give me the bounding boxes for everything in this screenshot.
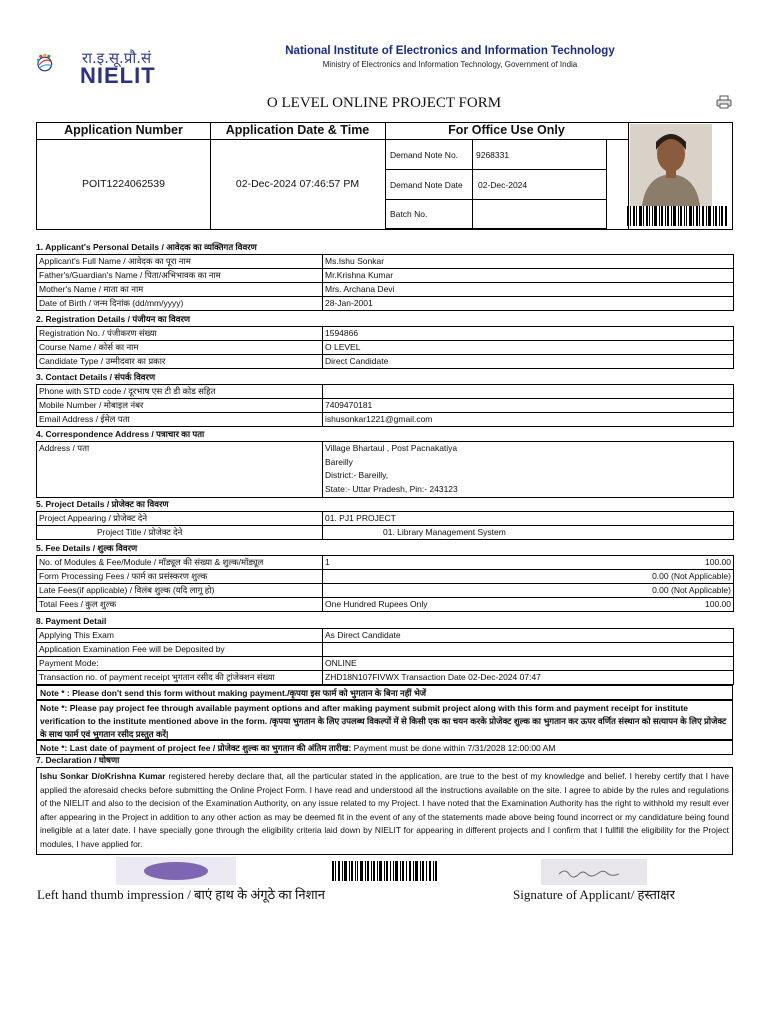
row-label: Mobile Number / मोबाइल नंबर — [37, 399, 323, 413]
declaration-body: registered hereby declare that, all the particular stated in the application, are true to the best of my knowledge and belief. I hereby certify that I have applied the aforesaid checks before submitting the Online Project Form. I have read and understood all the instructions available on the site. I agree to abide by the rules and regulations of the NIELIT and also to the decision of the Examination Authority, on any issue related to my Project. I have noted that the Examination Authority has the right to withhold my result ever after appearing in the Project in addition to any other action as may be deemed fit in the event of any of the statements made above being found incorrect or my candidature being found ineligible at a later date. I have specially gone through the eligibility criteria laid down by NIELIT for appearing in different projects and I confirm that I fullfill the eligibility for the Project modules, I have applied for. — [40, 771, 729, 849]
application-number-value: POIT1224062539 — [82, 178, 165, 190]
row-value: 1594866 — [323, 327, 734, 341]
declarant-name: Ishu Sonkar D/oKrishna Kumar — [40, 771, 166, 781]
row-value: Mr.Krishna Kumar — [323, 269, 734, 283]
address-line: Bareilly — [325, 456, 353, 467]
row-value — [323, 643, 734, 657]
table-row — [37, 526, 734, 540]
table-row — [37, 385, 734, 399]
row-label: Applicant's Full Name / आवेदक का पूरा नाम — [37, 255, 323, 269]
registration-details-section — [36, 313, 733, 369]
address-line: District:- Bareilly, — [325, 470, 389, 480]
thumb-impression-image — [116, 857, 236, 885]
signature-image — [541, 859, 647, 885]
footer-barcode — [332, 861, 438, 881]
row-label: Transaction no. of payment receipt भुगतान रसीद की ट्रांजेक्शन संख्या — [37, 671, 323, 685]
row-value: O LEVEL — [323, 341, 734, 355]
org-name: National Institute of Electronics and Information Technology — [285, 45, 615, 57]
logo-hindi-text: रा.इ.सू.प्रौ.सं — [82, 49, 152, 67]
note-last-date — [36, 740, 733, 755]
row-label: Date of Birth / जन्म दिनांक (dd/mm/yyyy) — [37, 297, 323, 311]
row-value: Direct Candidate — [323, 355, 734, 369]
row-label: Course Name / कोर्स का नाम — [37, 341, 323, 355]
row-label: Form Processing Fees / फार्म का प्रसंस्करण शुल्क — [37, 570, 323, 584]
row-label: Phone with STD code / दूरभाष एस टी डी कोड सहित — [37, 385, 323, 399]
form-title: O LEVEL ONLINE PROJECT FORM — [266, 95, 502, 111]
table-row — [37, 657, 734, 671]
demand-note-no-label: Demand Note No. — [390, 150, 459, 160]
table-row — [37, 283, 734, 297]
row-label: Payment Mode: — [37, 657, 323, 671]
project-details-table — [36, 511, 734, 540]
demand-note-no-value: 9268331 — [476, 150, 510, 160]
row-value: ishusonkar1221@gmail.com — [323, 413, 734, 427]
photo-barcode — [626, 206, 728, 226]
personal-details-table — [36, 254, 734, 311]
row-value: ZHD18N107FIVWX Transaction Date 02-Dec-2024 07:47 — [323, 671, 734, 685]
office-use-header: For Office Use Only — [448, 123, 565, 137]
row-mid — [323, 584, 483, 598]
table-row — [37, 297, 734, 311]
payment-details-section — [36, 615, 733, 685]
signature-label: Signature of Applicant/ हस्ताक्षर — [513, 887, 675, 902]
note-no-payment: Note * : Please don't send this form without making payment./कृपया इस फार्म को भुगतान के बिना नहीं भेजें — [36, 685, 733, 700]
batch-no-label: Batch No. — [390, 209, 428, 219]
address-line: Village Bhartaul , Post Pacnakatiya — [325, 443, 458, 453]
note-last-date-value: Payment must be done within 7/31/2028 12:00:00 AM — [351, 743, 556, 753]
table-row — [37, 341, 734, 355]
row-mid: 1 — [323, 556, 483, 570]
row-amount: 0.00 (Not Applicable) — [483, 584, 734, 598]
row-value: As Direct Candidate — [323, 629, 734, 643]
table-row — [37, 629, 734, 643]
personal-details-title: 1. Applicant's Personal Details / आवेदक का व्यक्तिगत विवरण — [36, 242, 257, 252]
row-label: Candidate Type / उम्मीदवार का प्रकार — [37, 355, 323, 369]
print-icon[interactable] — [716, 95, 732, 109]
applicant-photo — [630, 124, 712, 206]
row-label: Late Fees(if applicable) / विलंब शुल्क (यदि लागू हो) — [37, 584, 323, 598]
org-subtitle: Ministry of Electronics and Information Technology, Government of India — [322, 60, 578, 69]
row-label: Registration No. / पंजीकरण संख्या — [37, 327, 323, 341]
payment-details-table — [36, 628, 734, 685]
address-value — [323, 442, 734, 498]
table-row — [37, 643, 734, 657]
row-value: ONLINE — [323, 657, 734, 671]
fee-details-table — [36, 555, 734, 612]
address-title: 4. Correspondence Address / पत्राचार का पता — [36, 429, 205, 439]
table-row — [37, 556, 734, 570]
address-line: State:- Uttar Pradesh, Pin:- 243123 — [325, 483, 458, 494]
row-label: Project Title / प्रोजेक्ट देने — [37, 526, 323, 540]
row-value: 7409470181 — [323, 399, 734, 413]
application-datetime-value: 02-Dec-2024 07:46:57 PM — [235, 178, 360, 190]
table-row — [37, 355, 734, 369]
table-row — [37, 584, 734, 598]
contact-details-section — [36, 371, 733, 427]
row-label: Father's/Guardian's Name / पिता/अभिभावक का नाम — [37, 269, 323, 283]
row-value — [323, 385, 734, 399]
registration-details-table — [36, 326, 734, 369]
contact-details-title: 3. Contact Details / संपर्क विवरण — [36, 372, 156, 382]
table-row — [37, 255, 734, 269]
note-pay-instructions: Note *: Please pay project fee through available payment options and after making payment submit project along with this form and payment receipt for institute verification to the institute mentioned above in the form. /कृपया भुगतान के लिए उपलब्ध विकल्पों में से किसी एक का चयन करके प्रोजेक्ट शुल्क का भुगतान कर ऊपर वर्णित संस्थान को सत्यापन के लिए प्रोजेक्ट के साथ फार्म एवं भुगतान रसीद प्रस्तुत करें| — [36, 700, 733, 740]
table-row — [37, 399, 734, 413]
row-value: Ms.Ishu Sonkar — [323, 255, 734, 269]
payment-details-title: 8. Payment Detail — [36, 616, 107, 626]
contact-details-table — [36, 384, 734, 427]
declaration-section — [36, 754, 733, 767]
declaration-title: 7. Declaration / घोषणा — [36, 755, 120, 765]
declaration-text — [36, 767, 733, 855]
application-number-header: Application Number — [64, 123, 183, 137]
address-section — [36, 428, 733, 498]
fee-details-section — [36, 542, 733, 612]
row-amount: 100.00 — [483, 556, 734, 570]
table-row — [37, 570, 734, 584]
registration-details-title: 2. Registration Details / पंजीयन का विवरण — [36, 314, 191, 324]
table-row — [37, 598, 734, 612]
table-row — [37, 327, 734, 341]
row-mid: One Hundred Rupees Only — [323, 598, 483, 612]
row-amount: 100.00 — [483, 598, 734, 612]
project-details-section — [36, 498, 733, 540]
address-table — [36, 441, 734, 498]
thumb-impression-label: Left hand thumb impression / बाएं हाथ के अंगूठे का निशान — [37, 887, 326, 902]
nielit-logo — [36, 36, 84, 92]
table-row — [37, 413, 734, 427]
personal-details-section — [36, 241, 733, 311]
note-last-date-label: Note *: Last date of payment of project fee / प्रोजेक्ट शुल्क का भुगतान की अंतिम तारीख: — [40, 743, 352, 753]
row-amount: 0.00 (Not Applicable) — [483, 570, 734, 584]
row-value: 01. Library Management System — [323, 526, 734, 540]
row-value: 01. PJ1 PROJECT — [323, 512, 734, 526]
row-label: No. of Modules & Fee/Module / मॉड्यूल की संख्या & शुल्क/मॉड्यूल — [37, 556, 323, 570]
row-label: Project Appearing / प्रोजेक्ट देने — [37, 512, 323, 526]
demand-note-date-label: Demand Note Date — [390, 180, 463, 190]
table-row — [37, 269, 734, 283]
row-value: 28-Jan-2001 — [323, 297, 734, 311]
logo-text: NIELIT — [80, 63, 156, 88]
table-row — [37, 671, 734, 685]
row-mid — [323, 570, 483, 584]
row-label: Applying This Exam — [37, 629, 323, 643]
row-label: Mother's Name / माता का नाम — [37, 283, 323, 297]
application-summary-table — [36, 122, 733, 230]
row-value: Mrs. Archana Devi — [323, 283, 734, 297]
demand-note-date-value: 02-Dec-2024 — [478, 180, 528, 190]
project-details-title: 5. Project Details / प्रोजेक्ट का विवरण — [36, 499, 169, 509]
table-row — [37, 512, 734, 526]
row-label: Total Fees / कुल शुल्क — [37, 598, 323, 612]
table-row — [37, 442, 734, 498]
row-label: Application Examination Fee will be Deposited by — [37, 643, 323, 657]
address-label: Address / पता — [37, 442, 323, 498]
application-datetime-header: Application Date & Time — [225, 123, 370, 137]
row-label: Email Address / ईमेल पता — [37, 413, 323, 427]
fee-details-title: 5. Fee Details / शुल्क विवरण — [36, 543, 138, 553]
